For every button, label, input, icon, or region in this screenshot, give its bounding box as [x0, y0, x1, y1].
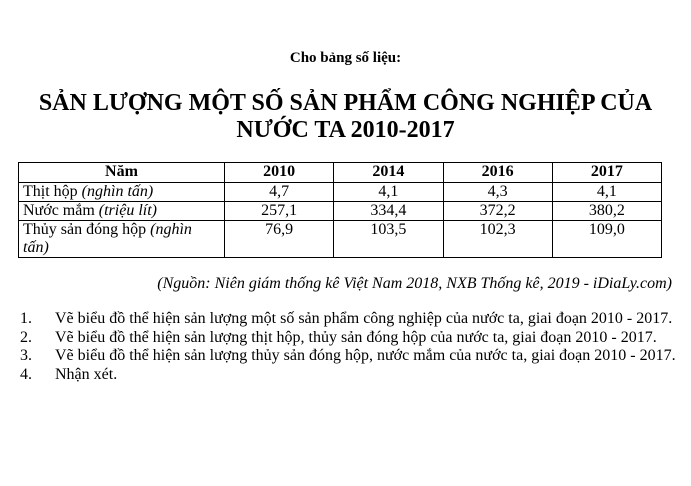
header-cell: 2016 — [443, 163, 552, 183]
table-row — [19, 202, 662, 221]
item-text: Nhận xét. — [55, 365, 118, 383]
row-label — [19, 202, 225, 221]
list-item — [20, 347, 680, 366]
value-cell: 334,4 — [334, 202, 443, 221]
row-label — [19, 221, 225, 258]
list-item — [20, 329, 680, 348]
table-row — [19, 183, 662, 202]
value-cell: 102,3 — [443, 221, 552, 258]
item-number: 3. — [20, 347, 32, 364]
item-text: Vẽ biểu đồ thể hiện sản lượng thịt hộp, thủy sản đóng hộp của nước ta, giai đoạn 2010 - 2017. — [55, 328, 657, 346]
value-cell: 380,2 — [552, 202, 661, 221]
unit-text: (nghìn tấn) — [23, 221, 192, 256]
table-row — [19, 221, 662, 258]
question-list — [20, 310, 680, 384]
value-cell: 4,3 — [443, 183, 552, 202]
value-cell: 4,1 — [334, 183, 443, 202]
unit-text: (triệu lít) — [98, 202, 157, 219]
unit-text: (nghìn tấn) — [81, 183, 154, 200]
header-cell: 2010 — [225, 163, 334, 183]
item-text: Vẽ biểu đồ thể hiện sản lượng một số sản phẩm công nghiệp của nước ta, giai đoạn 2010 - 2017. — [55, 310, 673, 327]
intro-text: Cho bảng số liệu: — [289, 50, 402, 66]
title-line-2: NƯỚC TA 2010-2017 — [236, 117, 455, 143]
list-item — [20, 310, 680, 329]
table-header-row — [19, 163, 662, 183]
header-cell: 2014 — [334, 163, 443, 183]
value-cell: 76,9 — [225, 221, 334, 258]
value-cell: 109,0 — [552, 221, 661, 258]
title-line-1: SẢN LƯỢNG MỘT SỐ SẢN PHẨM CÔNG NGHIỆP CỦA — [38, 90, 653, 116]
label-text: Thủy sản đóng hộp — [23, 221, 151, 238]
value-cell: 372,2 — [443, 202, 552, 221]
data-table — [18, 162, 662, 258]
item-number: 2. — [20, 328, 32, 346]
label-text: Nước mắm — [23, 202, 99, 219]
list-item — [20, 366, 680, 385]
label-text: Thịt hộp — [23, 183, 82, 200]
value-cell: 4,7 — [225, 183, 334, 202]
source-note: (Nguồn: Niên giám thống kê Việt Nam 2018, NXB Thống kê, 2019 - iDiaLy.com) — [157, 275, 672, 292]
value-cell: 103,5 — [334, 221, 443, 258]
header-cell: 2017 — [552, 163, 661, 183]
item-number: 1. — [20, 310, 32, 327]
header-cell: Năm — [19, 163, 225, 183]
value-cell: 4,1 — [552, 183, 661, 202]
row-label — [19, 183, 225, 202]
item-number: 4. — [20, 365, 32, 383]
value-cell: 257,1 — [225, 202, 334, 221]
item-text: Vẽ biểu đồ thể hiện sản lượng thủy sản đóng hộp, nước mắm của nước ta, giai đoạn 2010 - 2017. — [55, 347, 676, 364]
document-title — [0, 90, 691, 144]
